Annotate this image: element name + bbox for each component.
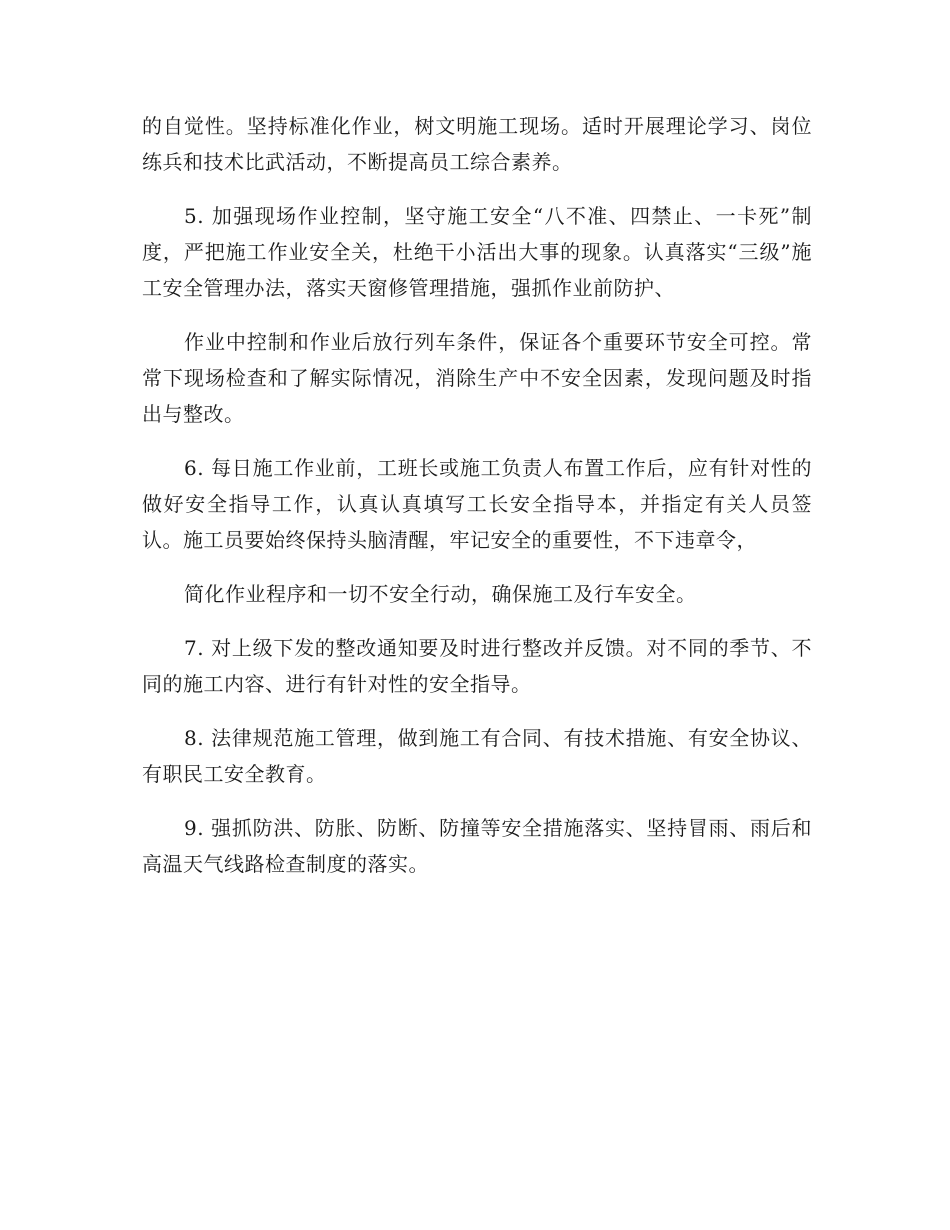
paragraph-item-6: 6. 每日施工作业前，工班长或施工负责人布置工作后，应有针对性的做好安全指导工作，认真认真填写工长安全指导本，并指定有关人员签认。施工员要始终保持头脑清醒，牢记安全的重要性，不下违章令，	[142, 456, 812, 552]
paragraph-item-6-continued: 简化作业程序和一切不安全行动，确保施工及行车安全。	[184, 582, 697, 606]
paragraph-item-8: 8. 法律规范施工管理，做到施工有合同、有技术措施、有安全协议、有职民工安全教育。	[142, 726, 812, 786]
paragraph-item-5: 5. 加强现场作业控制，坚守施工安全“八不准、四禁止、一卡死”制度，严把施工作业安全关，杜绝干小活出大事的现象。认真落实“三级”施工安全管理办法，落实天窗修管理措施，强抓作业前防护、	[142, 204, 812, 300]
paragraph-item-7: 7. 对上级下发的整改通知要及时进行整改并反馈。对不同的季节、不同的施工内容、进行有针对性的安全指导。	[142, 636, 812, 696]
paragraph-item-9: 9. 强抓防洪、防胀、防断、防撞等安全措施落实、坚持冒雨、雨后和高温天气线路检查制度的落实。	[142, 816, 812, 876]
paragraph-item-5-continued: 作业中控制和作业后放行列车条件，保证各个重要环节安全可控。常常下现场检查和了解实际情况，消除生产中不安全因素，发现问题及时指出与整改。	[142, 330, 812, 426]
paragraph-continuation: 的自觉性。坚持标准化作业，树文明施工现场。适时开展理论学习、岗位练兵和技术比武活动，不断提高员工综合素养。	[142, 114, 812, 174]
document-body	[142, 108, 812, 900]
